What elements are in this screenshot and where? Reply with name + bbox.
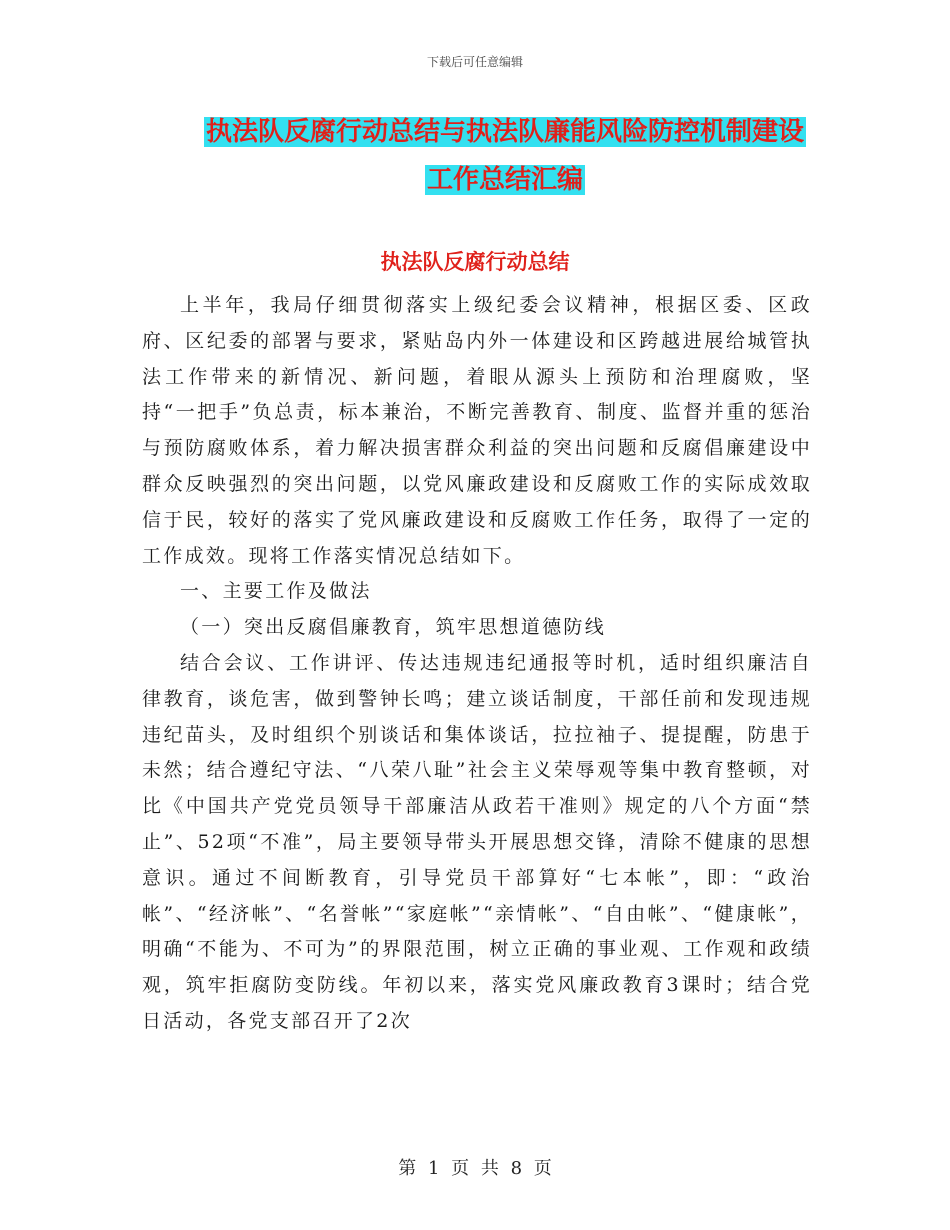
- header-note: 下载后可任意编辑: [426, 55, 523, 69]
- paragraph-intro: 上半年，我局仔细贯彻落实上级纪委会议精神，根据区委、区政府、区纪委的部署与要求，紧贴岛内外一体建设和区跨越进展给城管执法工作带来的新情况、新问题，着眼从源头上预防和治理腐败，坚持“一把手”负总责，标本兼治，不断完善教育、制度、监督并重的惩治与预防腐败体系，着力解决损害群众利益的突出问题和反腐倡廉建设中群众反映强烈的突出问题，以党风廉政建设和反腐败工作的实际成效取信于民，较好的落实了党风廉政建设和反腐败工作任务，取得了一定的工作成效。现将工作落实情况总结如下。: [142, 294, 812, 567]
- page-number-footer: 第 1 页 共 8 页: [398, 1158, 552, 1179]
- title-line-2: 工作总结汇编: [426, 165, 583, 195]
- title-line-1: 执法队反腐行动总结与执法队廉能风险防控机制建设: [205, 117, 804, 147]
- subheading-education: （一）突出反腐倡廉教育，筑牢思想道德防线: [180, 616, 607, 639]
- section-title: 执法队反腐行动总结: [380, 250, 570, 274]
- body-text: [142, 288, 812, 1040]
- document-title: [120, 108, 890, 204]
- paragraph-education: 结合会议、工作讲评、传达违规违纪通报等时机，适时组织廉洁自律教育，谈危害，做到警钟长鸣；建立谈话制度，干部任前和发现违规违纪苗头，及时组织个别谈话和集体谈话，拉拉袖子、提提醒，防患于未然；结合遵纪守法、“八荣八耻”社会主义荣辱观等集中教育整顿，对比《中国共产党党员领导干部廉洁从政若干准则》规定的八个方面“禁止”、52项“不准”，局主要领导带头开展思想交锋，清除不健康的思想意识。通过不间断教育，引导党员干部算好“七本帐”，即：“政治帐”、“经济帐”、“名誉帐”“家庭帐”“亲情帐”、“自由帐”、“健康帐”，明确“不能为、不可为”的界限范围，树立正确的事业观、工作观和政绩观，筑牢拒腐防变防线。年初以来，落实党风廉政教育3课时；结合党日活动，各党支部召开了2次: [142, 651, 812, 1032]
- heading-main-work: 一、主要工作及做法: [180, 580, 372, 603]
